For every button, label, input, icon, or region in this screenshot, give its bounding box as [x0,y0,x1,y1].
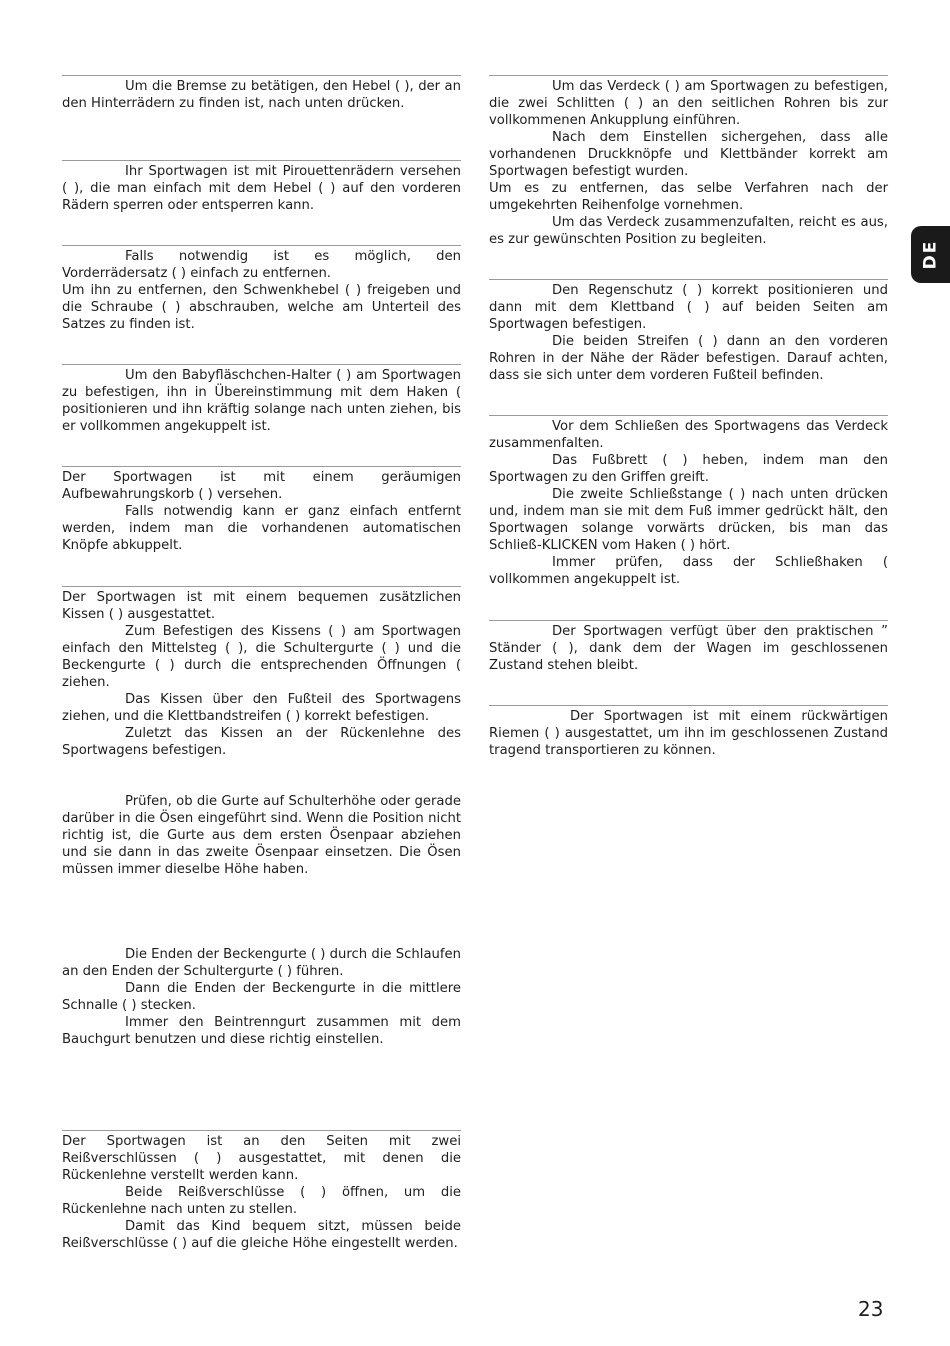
paragraph: Der Sportwagen ist mit einem rückwärtigen Riemen ( ) ausgestattet, um ihn im geschlossenen Zustand tragend transportieren zu können. [489,709,888,758]
paragraph: Falls notwendig kann er ganz einfach entfernt werden, indem man die vorhandenen automatischen Knöpfe abkuppelt. [62,504,461,553]
paragraph: Das Kissen über den Fußteil des Sportwagens ziehen, und die Klettbandstreifen ( ) korrekt befestigen. [62,692,461,724]
language-tab [911,226,950,283]
paragraph: Um den Babyfläschchen-Halter ( ) am Sportwagen zu befestigen, ihn in Übereinstimmung mit dem Haken ( positionieren und ihn kräftig solange nach unten ziehen, bis er vollkommen angekuppelt ist. [62,368,461,434]
paragraph: Der Sportwagen ist mit einem bequemen zusätzlichen Kissen ( ) ausgestattet. [62,590,461,622]
paragraph: Falls notwendig ist es möglich, den Vorderrädersatz ( ) einfach zu entfernen. [62,249,461,281]
paragraph: Zum Befestigen des Kissens ( ) am Sportwagen einfach den Mittelsteg ( ), die Schultergurte ( ) und die Beckengurte ( ) durch die entsprechenden Öffnungen ( ziehen. [62,624,461,690]
paragraph: Zuletzt das Kissen an der Rückenlehne des Sportwagens befestigen. [62,726,461,758]
paragraph: Beide Reißverschlüsse ( ) öffnen, um die Rückenlehne nach unten zu stellen. [62,1185,461,1217]
section-rain-cover [489,279,888,384]
paragraph: Ihr Sportwagen ist mit Pirouettenrädern versehen ( ), die man einfach mit dem Hebel ( ) auf den vorderen Rädern sperren oder entsperren kann. [62,164,461,213]
section-bottle-holder [62,364,461,435]
section-shoulder-straps [62,790,461,878]
paragraph: Damit das Kind bequem sitzt, müssen beide Reißverschlüsse ( ) auf die gleiche Höhe eingestellt werden. [62,1219,461,1251]
language-tab-label: DE [919,239,940,270]
paragraph: Vor dem Schließen des Sportwagens das Verdeck zusammenfalten. [489,419,888,451]
section-folding [489,415,888,588]
paragraph: Dann die Enden der Beckengurte in die mittlere Schnalle ( ) stecken. [62,981,461,1013]
section-brake [62,75,461,112]
paragraph: Prüfen, ob die Gurte auf Schulterhöhe oder gerade darüber in die Ösen eingeführt sind. Wenn die Position nicht richtig ist, die Gurte aus dem ersten Ösenpaar abziehen und sie dann in das zweite Ösenpaar einsetzen. Die Ösen müssen immer dieselbe Höhe haben. [62,794,461,877]
paragraph: Um die Bremse zu betätigen, den Hebel ( ), der an den Hinterrädern zu finden ist, nach unten drücken. [62,79,461,111]
paragraph: Die zweite Schließstange ( ) nach unten drücken und, indem man sie mit dem Fuß immer gedrückt hält, den Sportwagen solange vorwärts drücken, bis man das Schließ-KLICKEN vom Haken ( ) hört. [489,487,888,553]
section-basket [62,466,461,554]
paragraph: Um das Verdeck zusammenzufalten, reicht es aus, es zur gewünschten Position zu begleiten. [489,215,888,247]
paragraph: Um ihn zu entfernen, den Schwenkhebel ( ) freigeben und die Schraube ( ) abschrauben, welche am Unterteil des Satzes zu finden ist. [62,283,461,332]
paragraph: Das Fußbrett ( ) heben, indem man den Sportwagen zu den Griffen greift. [489,453,888,485]
section-backrest-zippers [62,1130,461,1252]
paragraph: Die beiden Streifen ( ) dann an den vorderen Rohren in der Nähe der Räder befestigen. Darauf achten, dass sie sich unter dem vorderen Fußteil befinden. [489,334,888,383]
section-carry-strap [489,705,888,759]
paragraph: Um es zu entfernen, das selbe Verfahren nach der umgekehrten Reihenfolge vornehmen. [489,181,888,213]
section-swivel-wheels [62,160,461,214]
paragraph: Immer den Beintrenngurt zusammen mit dem Bauchgurt benutzen und diese richtig einstellen. [62,1015,461,1047]
section-front-wheels [62,245,461,333]
paragraph: Nach dem Einstellen sichergehen, dass alle vorhandenen Druckknöpfe und Klettbänder korrekt am Sportwagen befestigt wurden. [489,130,888,179]
paragraph: Der Sportwagen ist an den Seiten mit zwei Reißverschlüssen ( ) ausgestattet, mit denen die Rückenlehne verstellt werden kann. [62,1134,461,1183]
section-cushion [62,586,461,759]
section-lap-belts [62,943,461,1048]
paragraph: Der Sportwagen ist mit einem geräumigen Aufbewahrungskorb ( ) versehen. [62,470,461,502]
section-canopy [489,75,888,248]
page-number: 23 [858,1297,884,1321]
paragraph: Immer prüfen, dass der Schließhaken ( vollkommen angekuppelt ist. [489,555,888,587]
paragraph: Der Sportwagen verfügt über den praktischen ” Ständer ( ), dank dem der Wagen im geschlossenen Zustand stehen bleibt. [489,624,888,673]
paragraph: Um das Verdeck ( ) am Sportwagen zu befestigen, die zwei Schlitten ( ) an den seitlichen Rohren bis zur vollkommenen Ankupplung einführen. [489,79,888,128]
paragraph: Die Enden der Beckengurte ( ) durch die Schlaufen an den Enden der Schultergurte ( ) führen. [62,947,461,979]
paragraph: Den Regenschutz ( ) korrekt positionieren und dann mit dem Klettband ( ) auf beiden Seiten am Sportwagen befestigen. [489,283,888,332]
section-stand [489,620,888,674]
